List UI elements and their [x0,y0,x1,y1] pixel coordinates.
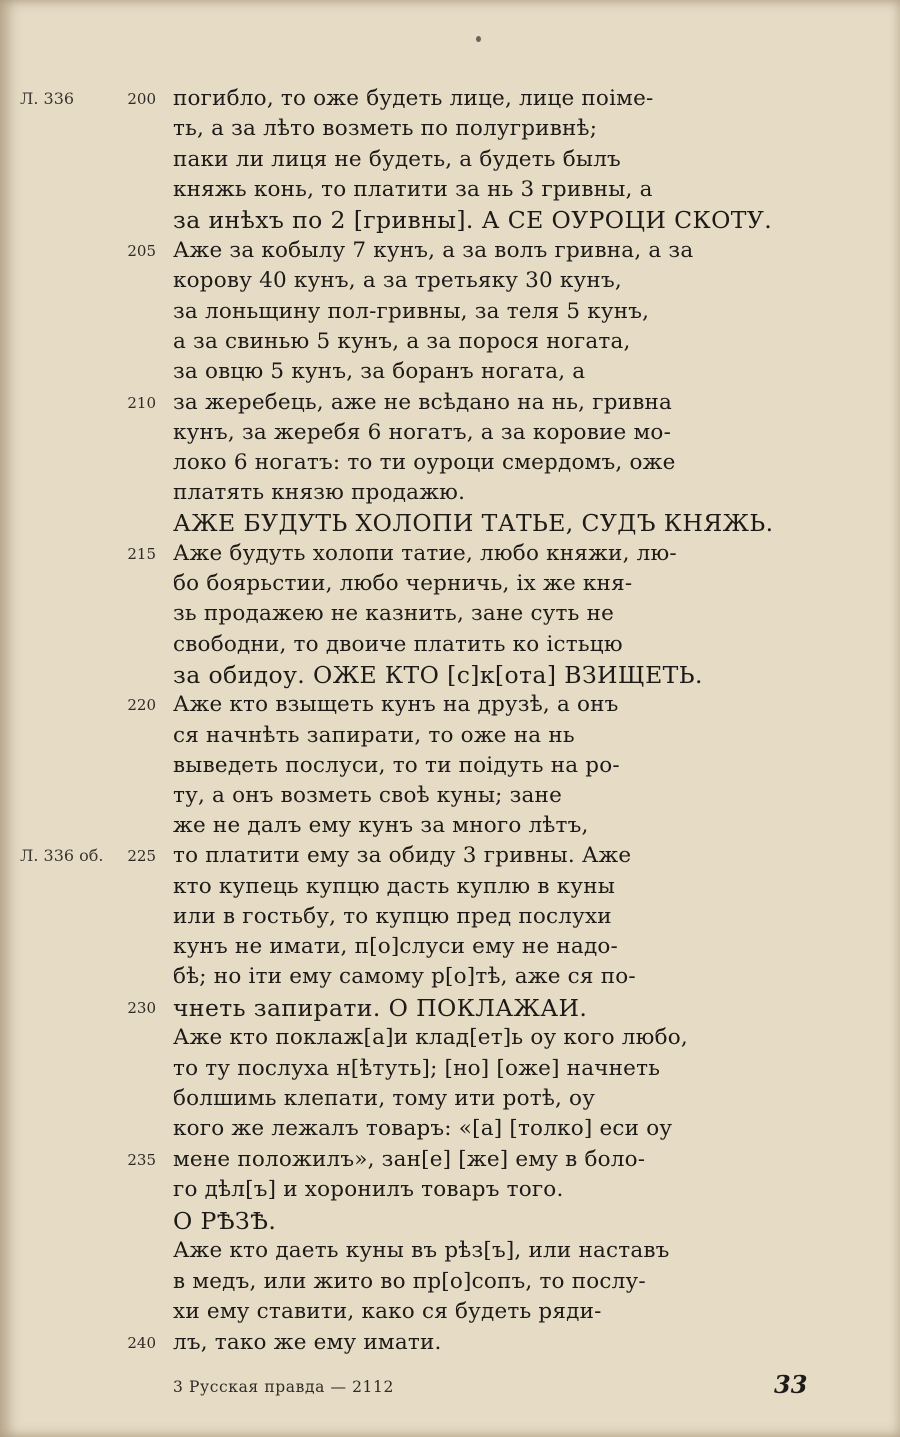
text-line: выведеть послуси, то ти поідуть на ро- [173,753,620,778]
text-line: кто купець купцю дасть куплю в куны [173,874,616,899]
text-line: паки ли лиця не будеть, а будеть былъ [173,147,621,172]
line-number: 225 [127,847,156,865]
line-number: 230 [127,999,156,1017]
text-line: бо боярьстии, любо черничь, іх же кня- [173,571,633,596]
text-line: же не далъ ему кунъ за много лѣтъ, [173,813,589,838]
line-number: 215 [127,545,156,563]
text-line: или в гостьбу, то купцю пред послухи [173,904,612,929]
folio-mark: Л. 336 об. [20,846,104,865]
text-line: мене положилъ», зан[е] [же] ему в боло- [173,1147,646,1172]
text-line: за обидоу. ОЖЕ КТО [с]к[ота] ВЗИЩЕТЬ. [173,661,703,689]
text-line: за овцю 5 кунъ, за боранъ ногата, а [173,359,586,384]
text-line: лъ, тако же ему имати. [173,1330,442,1355]
text-line: за лоньщину пол-гривны, за теля 5 кунъ, [173,299,650,324]
text-line: то платити ему за обиду 3 гривны. Аже [173,843,632,868]
text-line: княжь конь, то платити за нь 3 гривны, а [173,177,653,202]
text-line: за жеребець, аже не всѣдано на нь, гривна [173,390,673,415]
text-line: го дѣл[ъ] и хоронилъ товаръ того. [173,1177,564,1202]
text-line: ся начнѣть запирати, то оже на нь [173,723,575,748]
text-line: чнеть запирати. О ПОКЛАЖАИ. [173,994,588,1022]
text-line: Аже будуть холопи татие, любо княжи, лю- [173,541,677,566]
text-line: Аже кто поклаж[а]и клад[ет]ь оу кого любо, [173,1025,688,1050]
line-number: 200 [127,90,156,108]
signature-footer: 3 Русская правда — 2112 [173,1378,394,1396]
text-line: платять князю продажю. [173,480,466,505]
text-line: а за свинью 5 кунъ, а за порося ногата, [173,329,631,354]
text-line: зь продажею не казнить, зане суть не [173,601,615,626]
page-number: 33 [774,1370,808,1399]
text-line: кого же лежалъ товаръ: «[а] [толко] еси оу [173,1116,673,1141]
text-line: корову 40 кунъ, а за третьяку 30 кунъ, [173,268,622,293]
text-line: за инѣхъ по 2 [гривны]. А СЕ ОУРОЦИ СКОТУ. [173,206,773,234]
folio-mark: Л. 336 [20,89,75,108]
text-line: в медъ, или жито во пр[о]сопъ, то послу- [173,1269,646,1294]
text-line: Аже кто даеть куны въ рѣз[ъ], или наставъ [173,1238,670,1263]
text-line: Аже кто взыщеть кунъ на друзѣ, а онъ [173,692,619,717]
line-number: 210 [127,394,156,412]
text-line: свободни, то двоиче платить ко істьцю [173,632,623,657]
text-line: хи ему ставити, како ся будеть ряди- [173,1299,602,1324]
line-number: 240 [127,1334,156,1352]
text-line: кунъ, за жеребя 6 ногатъ, а за коровие мо- [173,420,672,445]
text-line: болшимь клепати, тому ити ротѣ, оу [173,1086,596,1111]
text-line: ту, а онъ возметь своѣ куны; зане [173,783,563,808]
section-heading: О РѢЗѢ. [173,1207,277,1235]
line-number: 220 [127,696,156,714]
text-line: погибло, то оже будеть лице, лице поіме- [173,86,654,111]
text-line: ть, а за лѣто возметь по полугривнѣ; [173,116,598,141]
section-heading: АЖЕ БУДУТЬ ХОЛОПИ ТАТЬЕ, СУДЪ КНЯЖЬ. [173,509,774,537]
text-line: кунъ не имати, п[о]слуси ему не надо- [173,934,619,959]
text-line: бѣ; но іти ему самому р[о]тѣ, аже ся по- [173,964,636,989]
line-number: 235 [127,1151,156,1169]
text-line: то ту послуха н[ѣтуть]; [но] [оже] начнеть [173,1056,661,1081]
text-line: локо 6 ногатъ: то ти оуроци смердомъ, оже [173,450,676,475]
line-number: 205 [127,242,156,260]
text-line: Аже за кобылу 7 кунъ, а за волъ гривна, а за [173,238,694,263]
